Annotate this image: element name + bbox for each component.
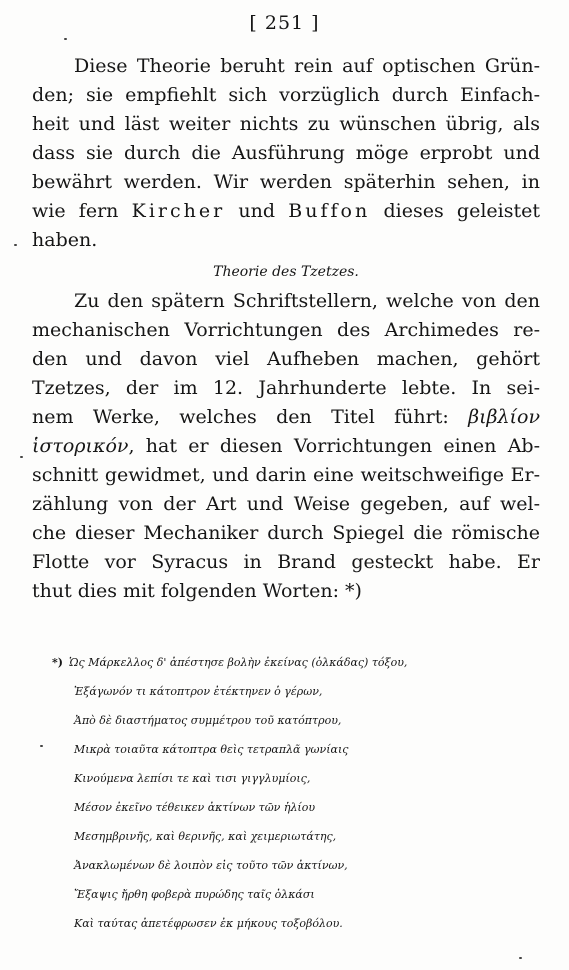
footnote-line: Ἑξάγωνόν τι κάτοπτρον ἐτέκτηνεν ὁ γέρων, [74,685,323,698]
print-speck [20,456,23,458]
print-speck [14,244,17,246]
footnote-line: Μικρὰ τοιαῦτα κάτοπτρα θεὶς τετραπλᾶ γωνίαις [74,743,349,756]
footnote-line: Καὶ ταύτας ἀπετέφρωσεν ἐκ μήκους τοξοβόλου. [74,917,343,930]
text-fragment: und [225,200,289,222]
footnote-line: Κινούμενα λεπίσι τε καὶ τισι γιγγλυμίοις, [74,772,311,785]
page-number: [ 251 ] [249,12,320,34]
text-fragment: dieses geleistet [370,200,540,222]
text-line: Flotte vor Syracus in Brand gesteckt habe. Er [32,551,540,573]
text-line [32,197,540,226]
footnote-block [52,648,492,938]
footnote-line: Ἔξαψις ἤρθη φοβερὰ πυρώδης ταῖς ὁλκάσι [74,888,315,901]
text-line: den; sie empfiehlt sich vorzüglich durch Einfach- [32,84,540,106]
text-line [32,403,540,432]
text-fragment: nem Werke, welches den Titel führt: [32,406,469,428]
text-line: mechanischen Vorrichtungen des Archimedes re- [32,319,540,341]
text-line: heit und läst weiter nichts zu wünschen übrig, als [32,113,540,135]
text-line: schnitt gewidmet, und darin eine weitschweifige Er- [32,464,540,486]
greek-title-word: ἱστορικόν [32,435,129,457]
text-line [32,432,540,461]
name-kircher: Kircher [131,200,226,222]
print-speck [40,745,43,747]
text-fragment: , hat er diesen Vorrichtungen einen Ab- [128,435,540,457]
main-text [32,52,540,606]
text-line: zählung von der Art und Weise gegeben, auf wel- [32,493,540,515]
text-line: bewährt werden. Wir werden späterhin sehen, in [32,171,540,193]
footnote-marker: *) [52,656,63,669]
text-line: che dieser Mechaniker durch Spiegel die römische [32,522,540,544]
greek-title-word: βιβλίον [468,406,540,428]
footnote-line: Ἀνακλωμένων δὲ λοιπὸν εἰς τοῦτο τῶν ἀκτίνων, [74,859,348,872]
footnote-line: Μέσον ἐκεῖνο τέθεικεν ἀκτίνων τῶν ἡλίου [74,801,316,814]
text-line: Zu den spätern Schriftstellern, welche von den [74,290,540,312]
print-speck [64,38,67,40]
text-fragment: wie fern [32,200,132,222]
footnote-line: Ἀπὸ δὲ διαστήματος συμμέτρου τοῦ κατόπτρου, [74,714,342,727]
text-line: dass sie durch die Ausführung möge erprobt und [32,142,540,164]
name-buffon: Buffon [288,200,371,222]
text-line: thut dies mit folgenden Worten: *) [32,580,362,602]
footnote-line: Μεσημβρινῆς, καὶ θερινῆς, καὶ χειμεριωτάτης, [74,830,337,843]
print-speck [519,957,522,959]
text-line: Diese Theorie beruht rein auf optischen Grün- [74,55,540,77]
text-line: den und davon viel Aufheben machen, gehört [32,348,540,370]
section-heading: Theorie des Tzetzes. [213,264,359,280]
text-line: haben. [32,229,98,251]
footnote-line [52,648,492,677]
greek-verse: Ὡς Μάρκελλος δ' ἀπέστησε βολὴν ἐκείνας (ὁλκάδας) τόξου, [68,656,408,669]
text-line: Tzetzes, der im 12. Jahrhunderte lebte. In sei- [32,377,540,399]
